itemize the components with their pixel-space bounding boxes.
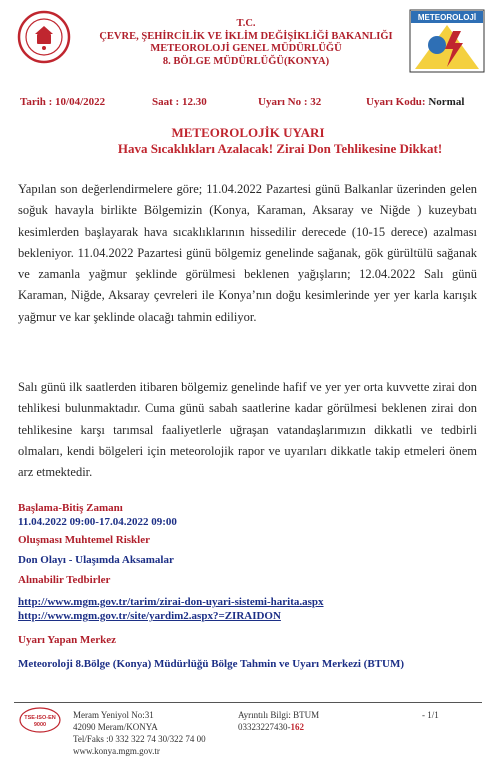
warning-code-field <box>366 96 464 108</box>
tse-logo-text-2: 9000 <box>33 722 47 728</box>
warning-number-field: Uyarı No : 32 <box>258 96 322 108</box>
page-number-value: 1/1 <box>427 710 439 720</box>
risks-label: Oluşması Muhtemel Riskler <box>18 534 150 546</box>
footer-phone: Tel/Faks :0 332 322 74 30/322 74 00 <box>73 734 206 744</box>
warning-title: METEOROLOJİK UYARI <box>171 125 325 140</box>
footer-address-line-1: Meram Yeniyol No:31 <box>73 710 154 720</box>
date-field: Tarih : 10/04/2022 <box>20 96 106 108</box>
footer-info-phone-prefix: 03323227430- <box>238 722 291 732</box>
footer-address-block <box>73 709 206 757</box>
ministry-seal-logo <box>17 10 71 64</box>
footer-address-line-2: 42090 Meram/KONYA <box>73 722 158 732</box>
period-label: Başlama-Bitiş Zamanı <box>18 502 123 514</box>
time-field: Saat : 12.30 <box>152 96 207 108</box>
warning-code-label: Uyarı Kodu: <box>366 96 426 108</box>
frost-help-link[interactable]: http://www.mgm.gov.tr/site/yardim2.aspx?=ZIRAIDON <box>18 610 281 622</box>
header-line-ministry: ÇEVRE, ŞEHİRCİLİK VE İKLİM DEĞİŞİKLİĞİ BAKANLIĞI <box>99 30 393 42</box>
header-line-region: 8. BÖLGE MÜDÜRLÜĞÜ(KONYA) <box>162 55 330 67</box>
header-line-directorate: METEOROLOJİ GENEL MÜDÜRLÜĞÜ <box>150 43 342 54</box>
footer-website[interactable]: www.konya.mgm.gov.tr <box>73 746 160 756</box>
ministry-header <box>85 18 407 68</box>
warning-code-value: Normal <box>428 96 465 108</box>
frost-map-link[interactable]: http://www.mgm.gov.tr/tarim/zirai-don-uyari-sistemi-harita.aspx <box>18 596 324 608</box>
footer-divider <box>14 702 482 703</box>
body-paragraph-1: Yapılan son değerlendirmelere göre; 11.04.2022 Pazartesi günü Balkanlar üzerinden gelen soğuk havayla birlikte Bölgemizin (Konya, Karaman, Aksaray ve Niğde ) kuzeybatı kesimlerden başlayarak hava sıcaklıklarının hissedilir derecede (10-15 derece) azalması bekleniyor. 11.04.2022 Pazartesi günü bölgemiz genelinde sağanak, gök gürültülü sağanak ve zamanla yağmur şeklinde görülmesi beklenen yağışların; 12.04.2022 Salı günü Karaman, Niğde, Aksaray çevreleri ile Konya’nın doğu kesimlerinde yer yer karla karışık yağmur ve kar şeklinde olacağı tahmin ediliyor. <box>18 182 477 324</box>
footer-info-label: Ayrıntılı Bilgi: BTUM <box>238 710 320 720</box>
warning-subtitle: Hava Sıcaklıkları Azalacak! Zirai Don Tehlikesine Dikkat! <box>117 141 443 156</box>
body-paragraph-2: Salı günü ilk saatlerden itibaren bölgemiz genelinde hafif ve yer yer orta kuvvette zirai don tehlikesi bulunmaktadır. Cuma günü sabah saatlerine kadar görülmesi beklenen zirai don tehlikesine karşı tarımsal faaliyetlerle uğraşan vatandaşlarımızın dikkatli ve tedbirli olmaları, kendi bölgeleri için meteorolojik rapor ve uyarıları dikkatle takip etmeleri önem arz etmektedir. <box>18 380 477 480</box>
issuing-center-label: Uyarı Yapan Merkez <box>18 634 116 646</box>
risks-value: Don Olayı - Ulaşımda Aksamalar <box>18 554 174 566</box>
meteoroloji-logo <box>409 9 485 73</box>
measures-label: Alınabilir Tedbirler <box>18 574 111 586</box>
page-number: - 1/1 <box>422 710 439 720</box>
footer-info-phone-ext: 162 <box>290 722 304 732</box>
header-line-tc: T.C. <box>236 18 256 29</box>
issuing-center-value: Meteoroloji 8.Bölge (Konya) Müdürlüğü Bölge Tahmin ve Uyarı Merkezi (BTUM) <box>18 658 404 670</box>
tse-logo-text-1: TSE-ISO-EN <box>24 715 56 721</box>
tse-certification-logo <box>18 706 62 734</box>
footer-info-phone <box>238 721 319 733</box>
meteoroloji-logo-text: METEOROLOJİ <box>417 13 477 22</box>
footer-info-block <box>238 709 319 733</box>
period-value: 11.04.2022 09:00-17.04.2022 09:00 <box>18 516 177 528</box>
